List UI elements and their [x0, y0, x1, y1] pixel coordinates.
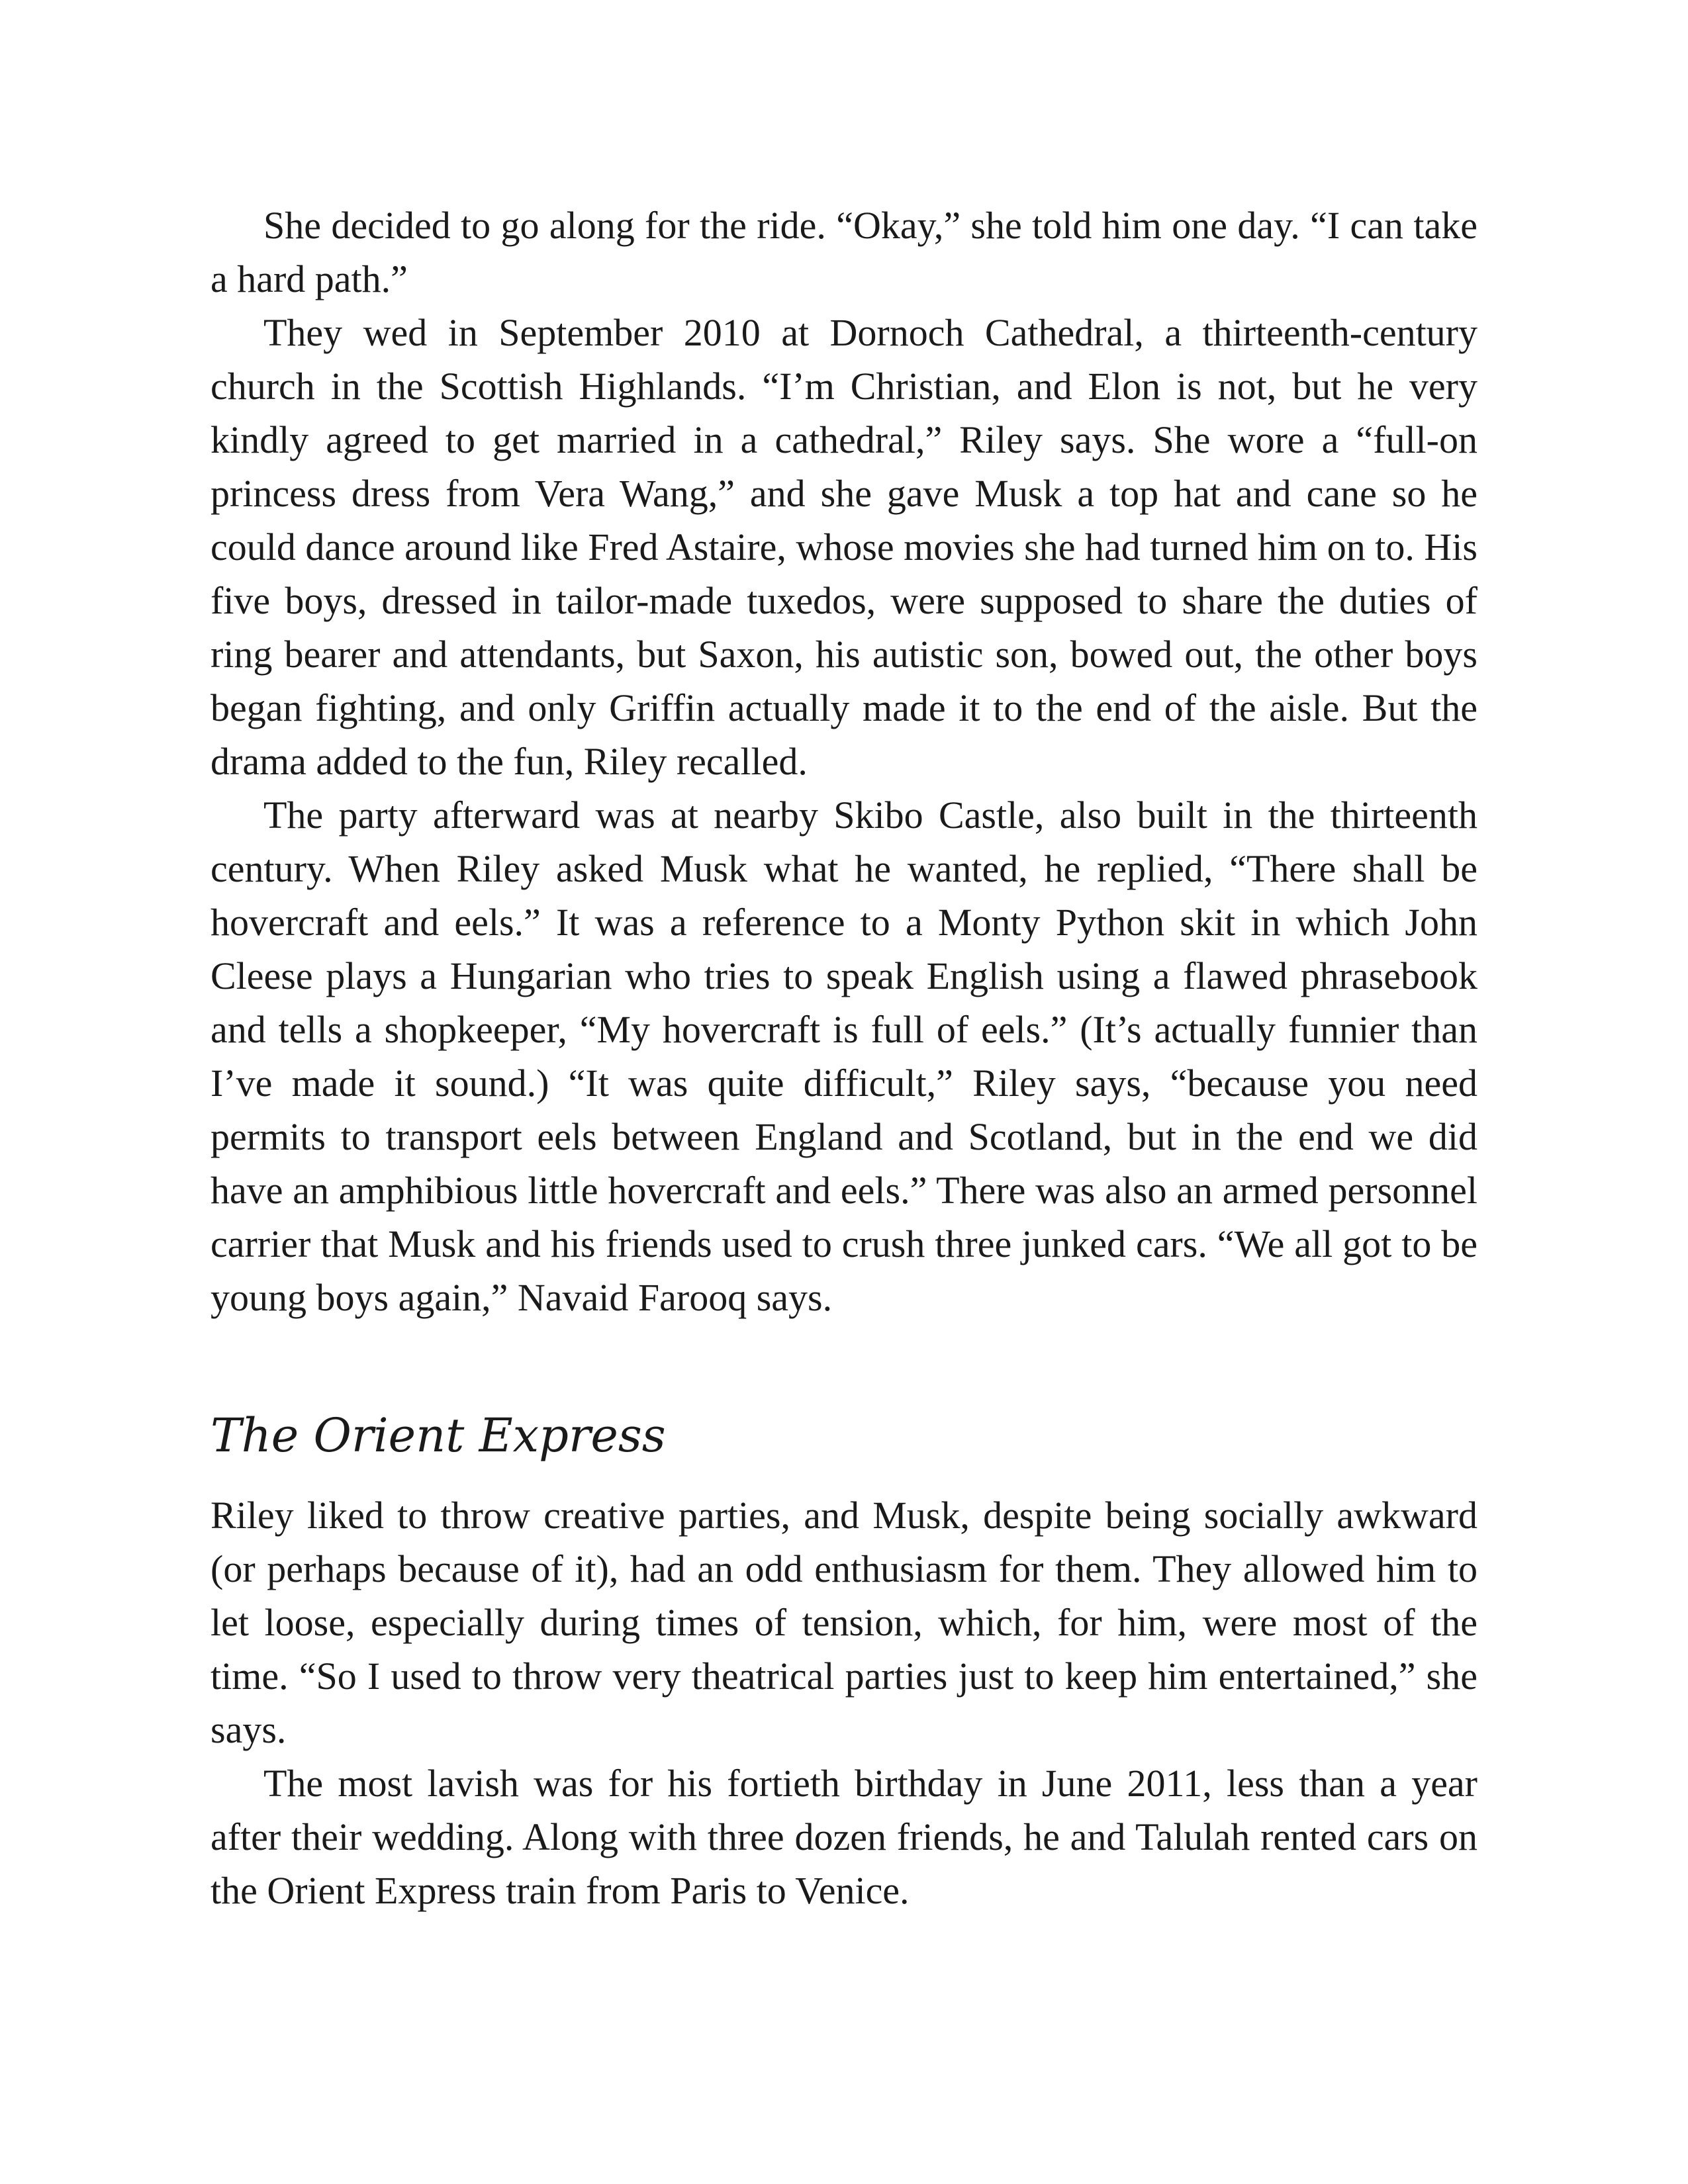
book-page: [211, 199, 1477, 1917]
paragraph-party: The party afterward was at nearby Skibo Castle, also built in the thirteenth century. When Riley asked Musk what he wanted, he replied, “There shall be hovercraft and eels.” It was a reference to a Monty Python skit in which John Cleese plays a Hungarian who tries to speak English using a flawed phrasebook and tells a shopkeeper, “My hovercraft is full of eels.” (It’s actually funnier than I’ve made it sound.) “It was quite difficult,” Riley says, “because you need permits to transport eels between England and Scotland, but in the end we did have an amphibious little hovercraft and eels.” There was also an armed personnel carrier that Musk and his friends used to crush three junked cars. “We all got to be young boys again,” Navaid Farooq says.: [211, 794, 1477, 1319]
paragraph-ride: She decided to go along for the ride. “Okay,” she told him one day. “I can take a hard path.”: [211, 204, 1477, 300]
section-heading: The Orient Express: [211, 1408, 666, 1463]
paragraph-fortieth-birthday: The most lavish was for his fortieth birthday in June 2011, less than a year after their wedding. Along with three dozen friends, he and Talulah rented cars on the Orient Express train from Paris to Venice.: [211, 1762, 1477, 1912]
paragraph-wedding: They wed in September 2010 at Dornoch Cathedral, a thirteenth-century church in the Scottish Highlands. “I’m Christian, and Elon is not, but he very kindly agreed to get married in a cathedral,” Riley says. She wore a “full-on princess dress from Vera Wang,” and she gave Musk a top hat and cane so he could dance around like Fred Astaire, whose movies she had turned him on to. His five boys, dressed in tailor-made tuxedos, were supposed to share the duties of ring bearer and attendants, but Saxon, his autistic son, bowed out, the other boys began fighting, and only Griffin actually made it to the end of the aisle. But the drama added to the fun, Riley recalled.: [211, 311, 1477, 783]
paragraph-creative-parties: Riley liked to throw creative parties, and Musk, despite being socially awkward (or perhaps because of it), had an odd enthusiasm for them. They allowed him to let loose, especially during times of tension, which, for him, were most of the time. “So I used to throw very theatrical parties just to keep him entertained,” she says.: [211, 1494, 1477, 1751]
